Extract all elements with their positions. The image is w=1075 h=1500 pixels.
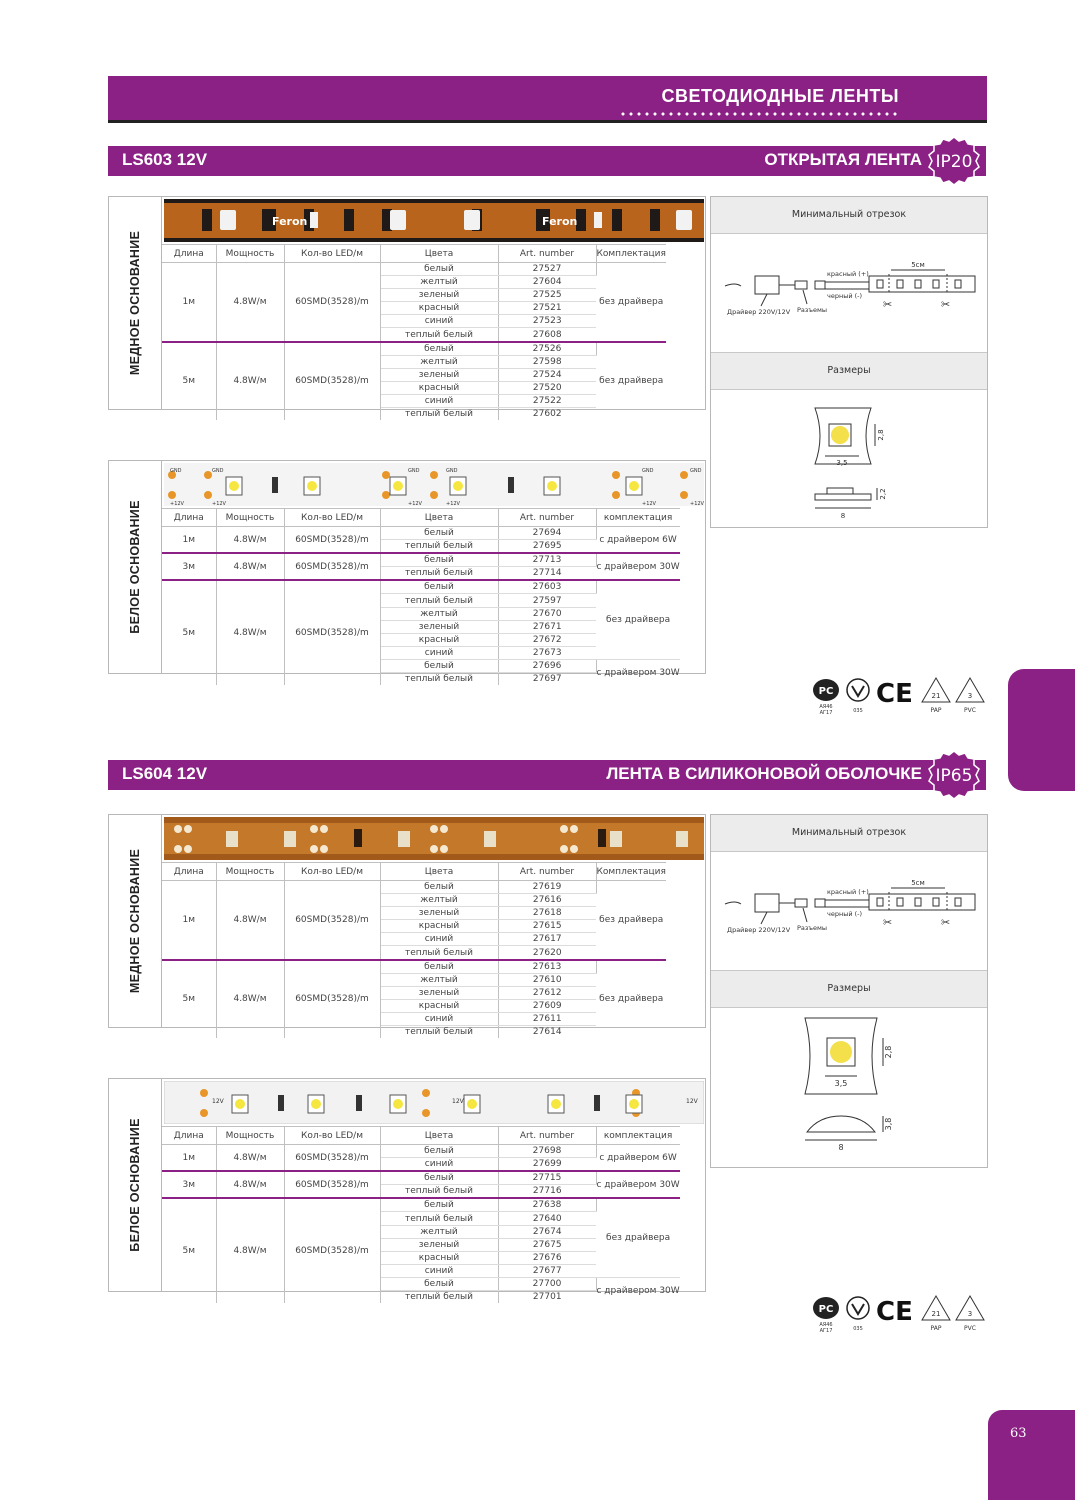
art-number-cell: 27598 — [498, 355, 596, 368]
art-number-cell: 27522 — [498, 394, 596, 407]
column-header: Кол-во LED/м — [284, 863, 380, 881]
eac-mark-icon — [847, 679, 869, 714]
art-number-cell: 27638 — [498, 1198, 596, 1212]
art-number-cell: 27640 — [498, 1212, 596, 1225]
red-wire-label: красный (+) — [827, 888, 869, 896]
color-cell: теплый белый — [380, 408, 498, 421]
column-header: Длина — [162, 509, 216, 527]
color-cell: красный — [380, 1251, 498, 1264]
dimensions-header: Размеры — [711, 352, 987, 390]
column-header: Мощность — [216, 245, 284, 263]
color-cell: белый — [380, 263, 498, 276]
column-header: Мощность — [216, 509, 284, 527]
art-number-cell: 27612 — [498, 986, 596, 999]
page-number-tab — [988, 1410, 1075, 1500]
length-cell: 5м — [162, 580, 216, 685]
color-cell: зеленый — [380, 289, 498, 302]
white-base-table-ls603 — [108, 460, 706, 685]
color-cell: белый — [380, 1145, 498, 1158]
copper-base-label: МЕДНОЕ ОСНОВАНИЕ — [109, 197, 162, 409]
strip-v12-label: 12V — [452, 1098, 464, 1105]
dimensions-header: Размеры — [711, 970, 987, 1008]
white-base-label: БЕЛОЕ ОСНОВАНИЕ — [109, 461, 162, 673]
art-number-cell: 27671 — [498, 620, 596, 633]
kit-cell: без драйвера — [596, 1198, 680, 1277]
art-number-cell: 27604 — [498, 276, 596, 289]
height-dim: 2,8 — [877, 429, 885, 441]
kit-cell: без драйвера — [596, 960, 666, 1039]
table-header-row — [162, 245, 666, 263]
led-cell: 60SMD(3528)/m — [284, 881, 380, 960]
svg-text:PVC: PVC — [964, 707, 976, 714]
product-table — [162, 244, 666, 420]
color-cell: белый — [380, 1277, 498, 1290]
color-cell: белый — [380, 1198, 498, 1212]
art-number-cell: 27597 — [498, 594, 596, 607]
power-cell: 4.8W/м — [216, 881, 284, 960]
power-cell: 4.8W/м — [216, 263, 284, 342]
color-cell: красный — [380, 381, 498, 394]
white-strip-image — [164, 1081, 704, 1124]
scissors-icon: ✂ — [941, 916, 951, 929]
color-cell: зеленый — [380, 620, 498, 633]
table-header-row — [162, 863, 666, 881]
color-cell: красный — [380, 920, 498, 933]
color-cell: синий — [380, 315, 498, 328]
width-dim: 3,5 — [836, 459, 848, 467]
color-cell: белый — [380, 881, 498, 894]
model-name: LS604 12V — [122, 764, 208, 783]
svg-text:АЯ46: АЯ46 — [819, 1322, 833, 1328]
svg-text:PC: PC — [818, 686, 834, 697]
strip-gnd-label: GND — [446, 468, 458, 474]
kit-cell: без драйвера — [599, 296, 664, 307]
length-5cm: 5см — [911, 261, 925, 269]
ip-rating-badge-icon — [926, 134, 982, 190]
color-cell: теплый белый — [380, 594, 498, 607]
svg-text:PVC: PVC — [964, 1325, 976, 1332]
table-row — [162, 527, 680, 540]
svg-text:АГ17: АГ17 — [819, 710, 833, 716]
table-row — [162, 263, 666, 276]
art-number-cell: 27673 — [498, 646, 596, 659]
rst-mark-icon — [813, 679, 839, 716]
led-cell: 60SMD(3528)/m — [284, 960, 380, 1039]
column-header: Art. number — [498, 509, 596, 527]
ce-mark-icon: CE — [876, 679, 913, 709]
column-header: Кол-во LED/м — [284, 509, 380, 527]
column-header: Мощность — [216, 1127, 284, 1145]
color-cell: зеленый — [380, 907, 498, 920]
dimensions-diagram — [711, 390, 987, 528]
header-rule — [108, 120, 987, 123]
scissors-icon: ✂ — [883, 916, 893, 929]
art-number-cell: 27523 — [498, 315, 596, 328]
art-number-cell: 27695 — [532, 541, 562, 552]
svg-text:035: 035 — [853, 708, 863, 714]
color-cell: белый — [380, 527, 498, 540]
color-cell: желтый — [380, 973, 498, 986]
strip-gnd-label: GND — [212, 468, 224, 474]
length-5cm: 5см — [911, 879, 925, 887]
art-number-cell: 27611 — [498, 1012, 596, 1025]
power-cell: 4.8W/м — [216, 1171, 284, 1198]
page-title: СВЕТОДИОДНЫЕ ЛЕНТЫ — [661, 86, 899, 106]
color-cell: синий — [380, 394, 498, 407]
led-cell: 60SMD(3528)/m — [284, 263, 380, 342]
color-cell: желтый — [380, 894, 498, 907]
kit-cell: с драйвером 30W — [596, 553, 680, 580]
art-number-cell: 27696 — [498, 659, 596, 672]
table-header-row — [162, 1127, 680, 1145]
page-header-banner — [108, 76, 987, 120]
art-number-cell: 27608 — [532, 329, 562, 340]
power-cell: 4.8W/м — [216, 553, 284, 580]
section-title: ЛЕНТА В СИЛИКОНОВОЙ ОБОЛОЧКЕ — [606, 764, 922, 783]
art-number-cell: 27613 — [498, 960, 596, 974]
eac-mark-icon — [847, 1297, 869, 1332]
kit-cell: с драйвером 30W — [596, 1171, 680, 1198]
led-cell: 60SMD(3528)/m — [284, 580, 380, 685]
recycle-pap-icon — [922, 678, 950, 714]
column-header: Длина — [162, 1127, 216, 1145]
section-bar-ls604 — [108, 760, 986, 790]
art-number-cell: 27700 — [498, 1277, 596, 1290]
white-base-label: БЕЛОЕ ОСНОВАНИЕ — [109, 1079, 162, 1291]
section-bar-ls603 — [108, 146, 986, 176]
copper-strip-image — [164, 817, 704, 860]
art-number-cell: 27670 — [498, 607, 596, 620]
table-row — [162, 1198, 680, 1212]
color-cell: зеленый — [380, 368, 498, 381]
red-wire-label: красный (+) — [827, 270, 869, 278]
art-number-cell: 27716 — [532, 1186, 562, 1197]
length-cell: 1м — [162, 527, 216, 554]
art-number-cell: 27525 — [498, 289, 596, 302]
base-dim: 8 — [840, 512, 846, 520]
led-cell: 60SMD(3528)/m — [284, 1145, 380, 1172]
color-cell: теплый белый — [380, 328, 498, 342]
art-number-cell: 27618 — [498, 907, 596, 920]
ce-mark-icon: CE — [876, 1297, 913, 1327]
kit-cell: с драйвером 30W — [596, 1285, 680, 1296]
column-header: Цвета — [380, 1127, 498, 1145]
color-cell: желтый — [380, 607, 498, 620]
length-cell: 1м — [162, 263, 216, 342]
driver-label: Драйвер 220V/12V — [727, 926, 791, 934]
strip-gnd-label: GND — [170, 468, 182, 474]
height-dim: 2,8 — [884, 1045, 893, 1059]
art-number-cell: 27619 — [498, 881, 596, 894]
column-header: Длина — [162, 245, 216, 263]
led-cell: 60SMD(3528)/m — [284, 342, 380, 421]
table-row — [162, 1145, 680, 1158]
dimensions-diagram — [711, 1008, 987, 1168]
color-cell: теплый белый — [380, 540, 498, 554]
column-header: Art. number — [498, 1127, 596, 1145]
strip-v12-label: +12V — [642, 501, 656, 506]
strip-gnd-label: GND — [690, 468, 702, 474]
color-cell: белый — [380, 960, 498, 974]
power-cell: 4.8W/м — [216, 1145, 284, 1172]
art-number-cell: 27701 — [532, 1292, 562, 1303]
strip-v12-label: +12V — [170, 501, 184, 506]
art-number-cell: 27694 — [498, 527, 596, 540]
color-cell: теплый белый — [380, 567, 498, 581]
color-cell: зеленый — [380, 1238, 498, 1251]
white-strip-image — [164, 463, 704, 506]
column-header: Комплектация — [596, 245, 666, 263]
svg-text:21: 21 — [931, 692, 941, 700]
power-cell: 4.8W/м — [216, 527, 284, 554]
min-cut-diagram — [711, 852, 987, 970]
kit-cell: без драйвера — [596, 580, 680, 659]
color-cell: синий — [380, 933, 498, 946]
table-row — [162, 580, 680, 594]
svg-text:PAP: PAP — [930, 1325, 942, 1332]
column-header: Длина — [162, 863, 216, 881]
svg-text:АГ17: АГ17 — [819, 1328, 833, 1334]
strip-v12-label: 12V — [212, 1098, 224, 1105]
art-number-cell: 27615 — [498, 920, 596, 933]
copper-strip-image — [164, 199, 704, 242]
power-cell: 4.8W/м — [216, 960, 284, 1039]
model-name: LS603 12V — [122, 150, 208, 169]
art-number-cell: 27609 — [498, 999, 596, 1012]
svg-text:3: 3 — [967, 692, 973, 700]
led-cell: 60SMD(3528)/m — [284, 1171, 380, 1198]
kit-cell: без драйвера — [596, 342, 666, 421]
art-number-cell: 27697 — [532, 674, 562, 685]
table-row — [162, 881, 666, 894]
svg-text:PC: PC — [818, 1304, 834, 1315]
color-cell: белый — [380, 342, 498, 356]
art-number-cell: 27674 — [498, 1225, 596, 1238]
strip-v12-label: +12V — [446, 501, 460, 506]
ip-rating-badge-icon — [926, 748, 982, 804]
dimensions-drawing — [711, 390, 987, 528]
color-cell: красный — [380, 302, 498, 315]
color-cell: теплый белый — [380, 1291, 498, 1304]
color-cell: желтый — [380, 1225, 498, 1238]
color-cell: красный — [380, 633, 498, 646]
copper-base-table-ls603 — [108, 196, 706, 420]
led-cell: 60SMD(3528)/m — [284, 1198, 380, 1303]
copper-base-table-ls604 — [108, 814, 706, 1038]
art-number-cell: 27614 — [532, 1027, 562, 1038]
art-number-cell: 27526 — [498, 342, 596, 356]
color-cell: желтый — [380, 355, 498, 368]
led-cell: 60SMD(3528)/m — [284, 527, 380, 554]
column-header: Кол-во LED/м — [284, 1127, 380, 1145]
length-cell: 5м — [162, 342, 216, 421]
art-number-cell: 27520 — [498, 381, 596, 394]
product-table — [162, 862, 666, 1038]
table-row — [162, 342, 666, 356]
column-header: Комплектация — [596, 863, 666, 881]
wiring-diagram — [711, 234, 987, 352]
recycle-pvc-icon — [956, 678, 984, 714]
column-header: Мощность — [216, 863, 284, 881]
art-number-cell: 27676 — [498, 1251, 596, 1264]
column-header: Кол-во LED/м — [284, 245, 380, 263]
certification-marks — [808, 1294, 990, 1334]
color-cell: теплый белый — [380, 946, 498, 960]
white-base-table-ls604 — [108, 1078, 706, 1303]
art-number-cell: 27616 — [498, 894, 596, 907]
column-header: комплектация — [596, 509, 680, 527]
strip-v12-label: +12V — [690, 501, 704, 506]
color-cell: синий — [380, 1264, 498, 1277]
art-number-cell: 27620 — [532, 947, 562, 958]
art-number-cell: 27677 — [498, 1264, 596, 1277]
color-cell: теплый белый — [380, 673, 498, 686]
art-number-cell: 27714 — [532, 568, 562, 579]
length-cell: 5м — [162, 1198, 216, 1303]
scissors-icon: ✂ — [883, 298, 893, 311]
color-cell: красный — [380, 999, 498, 1012]
color-cell: синий — [380, 1158, 498, 1172]
product-table — [162, 1126, 680, 1303]
art-number-cell: 27698 — [498, 1145, 596, 1158]
copper-base-label: МЕДНОЕ ОСНОВАНИЕ — [109, 815, 162, 1027]
art-number-cell: 27713 — [498, 553, 596, 567]
info-panel-ls603 — [710, 196, 988, 528]
wiring-diagram — [711, 852, 987, 970]
page-number: 63 — [1010, 1426, 1027, 1441]
certification-marks — [808, 676, 990, 716]
art-number-cell: 27527 — [498, 263, 596, 276]
base-dim: 8 — [838, 1143, 844, 1152]
svg-text:PAP: PAP — [930, 707, 942, 714]
strip-v12-label: +12V — [212, 501, 226, 506]
recycle-pvc-icon — [956, 1296, 984, 1332]
art-number-cell: 27524 — [498, 368, 596, 381]
ip-rating-text: IP65 — [935, 766, 973, 786]
power-cell: 4.8W/м — [216, 342, 284, 421]
length-cell: 3м — [162, 553, 216, 580]
kit-cell: без драйвера — [599, 914, 664, 925]
column-header: Art. number — [498, 245, 596, 263]
art-number-cell: 27602 — [532, 409, 562, 420]
width-dim: 3,5 — [834, 1079, 848, 1088]
led-cell: 60SMD(3528)/m — [284, 553, 380, 580]
kit-cell: с драйвером 6W — [599, 1152, 677, 1163]
min-cut-diagram — [711, 234, 987, 352]
column-header: комплектация — [596, 1127, 680, 1145]
section-title: ОТКРЫТАЯ ЛЕНТА — [764, 150, 922, 169]
art-number-cell: 27610 — [498, 973, 596, 986]
svg-text:035: 035 — [853, 1326, 863, 1332]
color-cell: желтый — [380, 276, 498, 289]
connectors-label: Разъемы — [797, 924, 827, 932]
color-cell: белый — [380, 1171, 498, 1185]
strip-gnd-label: GND — [408, 468, 420, 474]
color-cell: белый — [380, 553, 498, 567]
thickness-dim: 2,2 — [879, 488, 887, 500]
strip-gnd-label: GND — [642, 468, 654, 474]
black-wire-label: черный (-) — [827, 910, 863, 918]
power-cell: 4.8W/м — [216, 1198, 284, 1303]
svg-text:21: 21 — [931, 1310, 941, 1318]
column-header: Цвета — [380, 245, 498, 263]
color-cell: белый — [380, 580, 498, 594]
color-cell: синий — [380, 646, 498, 659]
min-cut-header: Минимальный отрезок — [711, 815, 987, 852]
side-tab — [1008, 669, 1075, 791]
svg-text:3: 3 — [967, 1310, 973, 1318]
strip-brand: Feron — [542, 215, 578, 228]
thickness-dim: 3,8 — [884, 1117, 893, 1131]
header-dots — [619, 112, 899, 116]
recycle-pap-icon — [922, 1296, 950, 1332]
scissors-icon: ✂ — [941, 298, 951, 311]
table-header-row — [162, 509, 680, 527]
dimensions-drawing — [711, 1008, 987, 1168]
length-cell: 5м — [162, 960, 216, 1039]
info-panel-ls604 — [710, 814, 988, 1168]
svg-text:АЯ46: АЯ46 — [819, 704, 833, 710]
table-row — [162, 960, 666, 974]
color-cell: зеленый — [380, 986, 498, 999]
power-cell: 4.8W/м — [216, 580, 284, 685]
art-number-cell: 27715 — [498, 1171, 596, 1185]
length-cell: 1м — [162, 1145, 216, 1172]
length-cell: 1м — [162, 881, 216, 960]
min-cut-header: Минимальный отрезок — [711, 197, 987, 234]
column-header: Art. number — [498, 863, 596, 881]
art-number-cell: 27699 — [532, 1159, 562, 1170]
ip-rating-text: IP20 — [935, 152, 973, 172]
art-number-cell: 27603 — [498, 580, 596, 594]
art-number-cell: 27672 — [498, 633, 596, 646]
color-cell: белый — [380, 659, 498, 672]
art-number-cell: 27617 — [498, 933, 596, 946]
driver-label: Драйвер 220V/12V — [727, 308, 791, 316]
color-cell: теплый белый — [380, 1212, 498, 1225]
kit-cell: с драйвером 6W — [599, 534, 677, 545]
color-cell: синий — [380, 1012, 498, 1025]
connectors-label: Разъемы — [797, 306, 827, 314]
column-header: Цвета — [380, 509, 498, 527]
column-header: Цвета — [380, 863, 498, 881]
length-cell: 3м — [162, 1171, 216, 1198]
table-row — [162, 1171, 680, 1185]
strip-v12-label: 12V — [686, 1098, 698, 1105]
rst-mark-icon — [813, 1297, 839, 1334]
art-number-cell: 27521 — [498, 302, 596, 315]
color-cell: теплый белый — [380, 1185, 498, 1199]
art-number-cell: 27675 — [498, 1238, 596, 1251]
kit-cell: с драйвером 30W — [596, 667, 680, 678]
strip-v12-label: +12V — [408, 501, 422, 506]
table-row — [162, 553, 680, 567]
strip-brand: Feron — [272, 215, 308, 228]
black-wire-label: черный (-) — [827, 292, 863, 300]
product-table — [162, 508, 680, 685]
color-cell: теплый белый — [380, 1026, 498, 1039]
